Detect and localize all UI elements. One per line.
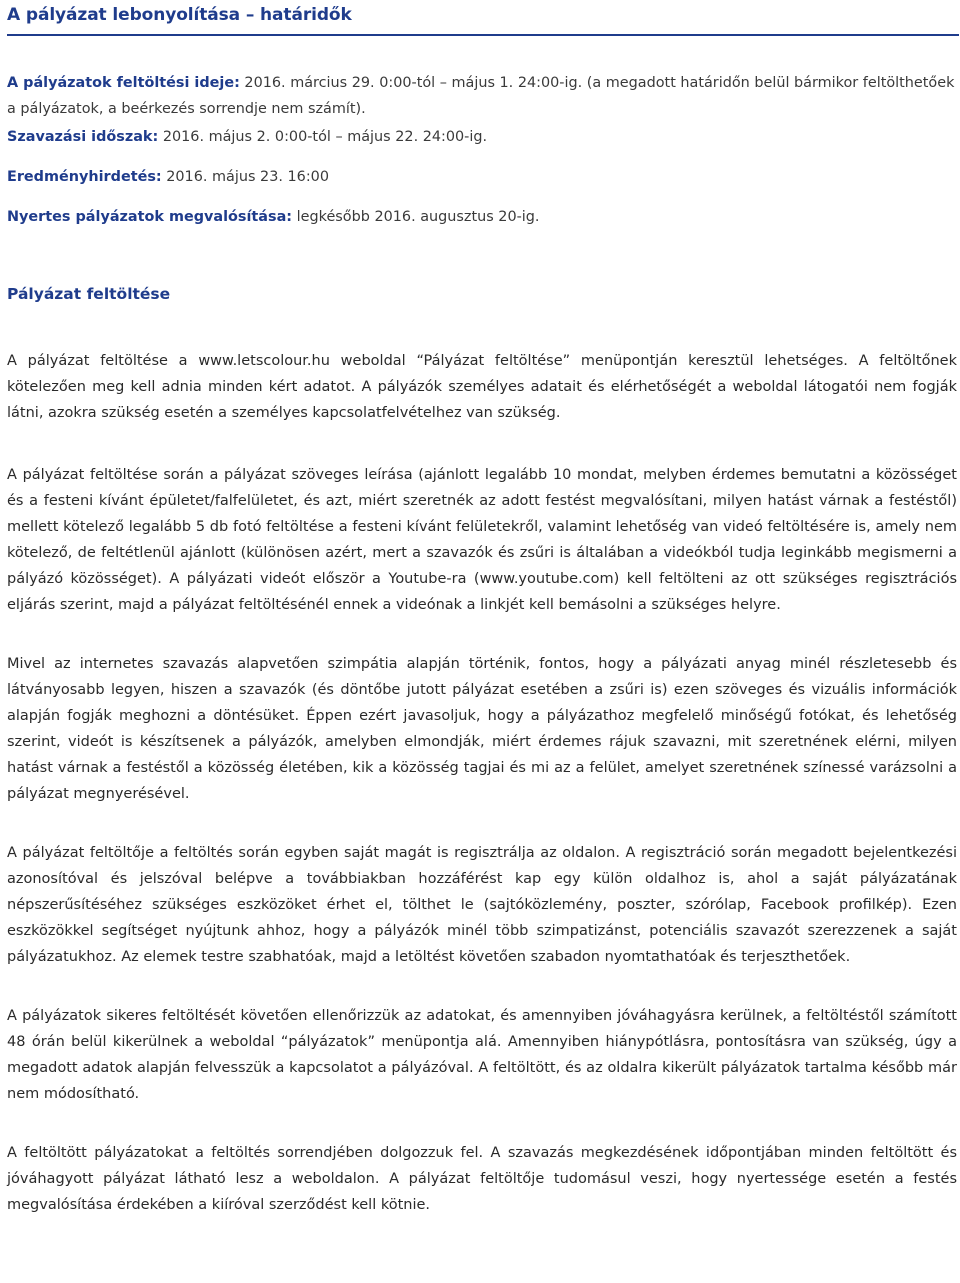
deadline-label: A pályázatok feltöltési ideje: xyxy=(7,75,240,91)
deadline-label: Nyertes pályázatok megvalósítása: xyxy=(7,209,293,225)
deadline-list xyxy=(7,70,957,230)
paragraph: A feltöltött pályázatokat a feltöltés sorrendjében dolgozzuk fel. A szavazás megkezdésének időpontjában minden feltöltött és jóváhagyott pályázat látható lesz a weboldalon. A pályázat feltöltője tudomásul veszi, hogy nyertessége esetén a festés megvalósítása érdekében a kiíróval szerződést kell kötnie. xyxy=(7,1145,957,1213)
page-title: A pályázat lebonyolítása – határidők xyxy=(7,5,352,25)
paragraph: A pályázat feltöltése a www.letscolour.hu weboldal “Pályázat feltöltése” menüpontján keresztül lehetséges. A feltöltőnek kötelezően meg kell adnia minden kért adatot. A pályázók személyes adatait és elérhetőségét a weboldal látogatói nem fogják látni, azokra szükség esetén a személyes kapcsolatfelvételhez van szükség. xyxy=(7,353,957,421)
paragraph: A pályázatok sikeres feltöltését követően ellenőrizzük az adatokat, és amennyiben jóváhagyásra kerülnek, a feltöltéstől számított 48 órán belül kikerülnek a weboldal “pályázatok” menüpontja alá. Amennyiben hiánypótlásra, pontosításra van szükség, úgy a megadott adatok alapján felvesszük a kapcsolatot a pályázóval. A feltöltött, és az oldalra kikerült pályázatok tartalma később már nem módosítható. xyxy=(7,1008,957,1102)
deadline-item-voting xyxy=(7,124,957,150)
section-title: Pályázat feltöltése xyxy=(7,285,171,303)
deadline-label: Szavazási időszak: xyxy=(7,129,159,145)
deadline-label: Eredményhirdetés: xyxy=(7,169,162,185)
document xyxy=(7,4,957,1218)
deadline-value: 2016. március 29. 0:00-tól – május 1. 24:00-ig. (a megadott határidőn belül bármikor feltölthetőek a pályázatok, a beérkezés sorrendje nem számít). xyxy=(7,75,955,117)
paragraph: Mivel az internetes szavazás alapvetően szimpátia alapján történik, fontos, hogy a pályázati anyag minél részletesebb és látványosabb legyen, hiszen a szavazók (és döntőbe jutott pályázat esetében a zsűri is) ezen szöveges és vizuális információk alapján fogják meghozni a döntésüket. Éppen ezért javasoljuk, hogy a pályázathoz megfelelő minőségű fotókat, és lehetőség szerint, videót is készítsenek a pályázók, amelyben elmondják, miért érdemes rájuk szavazni, mit szeretnének elérni, milyen hatást várnak a festéstől a közösség életében, kik a közösség tagjai és mi az a felület, amelyet szeretnének színessé varázsolni a pályázat megnyerésével. xyxy=(7,656,957,802)
title-divider xyxy=(7,34,959,36)
deadline-value: 2016. május 2. 0:00-tól – május 22. 24:00-ig. xyxy=(158,129,488,145)
deadline-item-results xyxy=(7,164,957,190)
paragraph: A pályázat feltöltője a feltöltés során egyben saját magát is regisztrálja az oldalon. A regisztráció során megadott bejelentkezési azonosítóval és jelszóval belépve a továbbiakban hozzáférést kap egy külön oldalhoz is, ahol a saját pályázatának népszerűsítéséhez szükséges eszközöket érhet el, tölthet le (sajtóközlemény, poszter, szórólap, Facebook profilkép). Ezen eszközökkel segítséget nyújtunk ahhoz, hogy a pályázók minél több szimpatizánst, potenciális szavazót szerezzenek a saját pályázatukhoz. Az elemek testre szabhatóak, majd a letöltést követően szabadon nyomtathatóak és terjeszthetőek. xyxy=(7,845,957,965)
deadline-item-upload xyxy=(7,70,957,122)
deadline-item-implementation xyxy=(7,204,957,230)
deadline-value: legkésőbb 2016. augusztus 20-ig. xyxy=(292,209,540,225)
paragraph: A pályázat feltöltése során a pályázat szöveges leírása (ajánlott legalább 10 mondat, melyben érdemes bemutatni a közösséget és a festeni kívánt épületet/falfelületet, és azt, miért szeretnék az adott festést megvalósítani, milyen hatást várnak a festéstől) mellett kötelező legalább 5 db fotó feltöltése a festeni kívánt felületekről, valamint lehetőség van videó feltöltésére is, amely nem kötelező, de feltétlenül ajánlott (különösen azért, mert a szavazók és zsűri is általában a videókból tudja leginkább megismerni a pályázó közösséget). A pályázati videót először a Youtube-ra (www.youtube.com) kell feltölteni az ott szükséges regisztrációs eljárás szerint, majd a pályázat feltöltésénél ennek a videónak a linkjét kell bemásolni a szükséges helyre. xyxy=(7,467,957,613)
deadline-value: 2016. május 23. 16:00 xyxy=(161,169,329,185)
